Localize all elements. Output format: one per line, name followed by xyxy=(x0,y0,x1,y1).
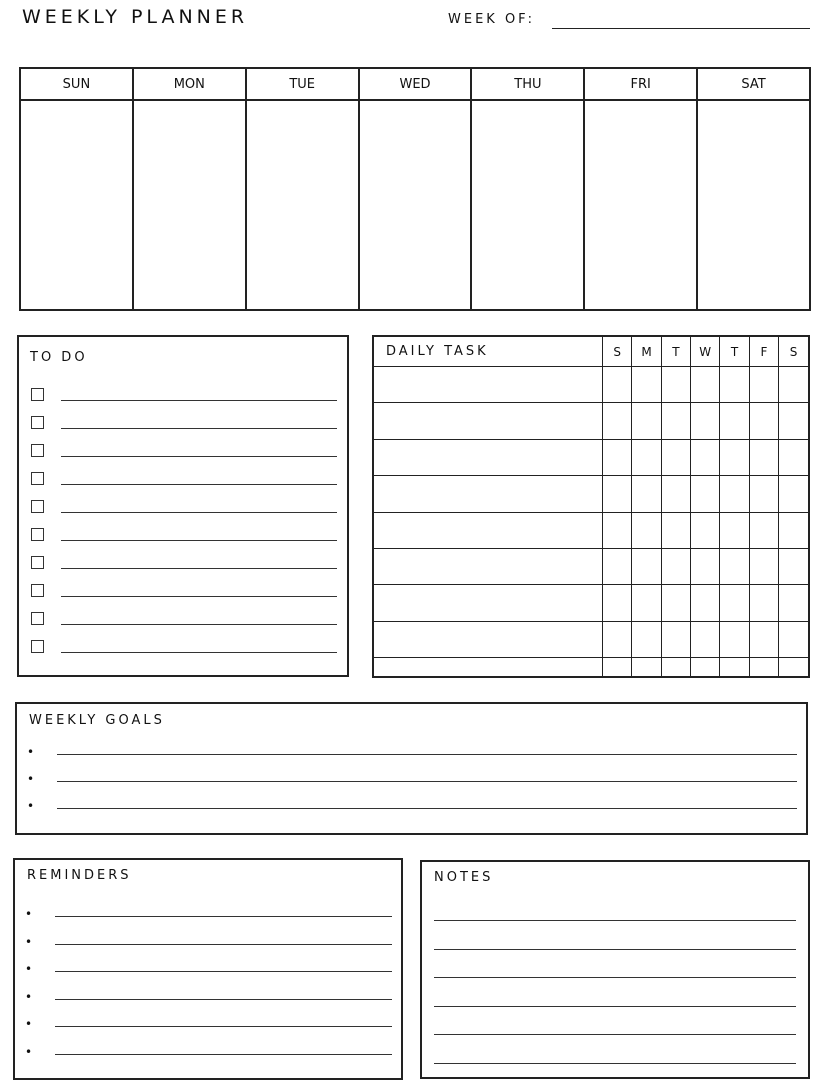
daily-check-cell[interactable] xyxy=(779,585,808,621)
daily-task-row xyxy=(374,658,808,676)
todo-checkbox[interactable] xyxy=(31,556,44,569)
daily-check-cell[interactable] xyxy=(691,439,720,475)
todo-checkbox[interactable] xyxy=(31,500,44,513)
daily-check-cell[interactable] xyxy=(749,621,778,657)
todo-item xyxy=(31,444,337,460)
daily-check-cell[interactable] xyxy=(779,658,808,676)
daily-task-cell[interactable] xyxy=(374,403,603,439)
day-cell[interactable] xyxy=(360,101,471,309)
bullet-icon: • xyxy=(25,989,33,1004)
daily-check-cell[interactable] xyxy=(691,367,720,403)
day-column-wed xyxy=(360,69,473,309)
todo-line[interactable] xyxy=(61,540,337,541)
day-cell[interactable] xyxy=(21,101,132,309)
reminders-item xyxy=(25,990,392,1004)
todo-checkbox[interactable] xyxy=(31,416,44,429)
daily-check-cell[interactable] xyxy=(661,585,690,621)
day-cell[interactable] xyxy=(247,101,358,309)
bullet-icon: • xyxy=(25,907,33,921)
daily-day-header: T xyxy=(661,337,690,367)
daily-check-cell[interactable] xyxy=(779,512,808,548)
daily-check-cell[interactable] xyxy=(779,621,808,657)
todo-line[interactable] xyxy=(61,568,337,569)
weekly-goals-line[interactable] xyxy=(57,808,797,809)
daily-check-cell[interactable] xyxy=(661,367,690,403)
weekly-goals-section xyxy=(15,702,808,835)
todo-line[interactable] xyxy=(61,652,337,653)
day-cell[interactable] xyxy=(585,101,696,309)
daily-day-header: M xyxy=(632,337,661,367)
daily-check-cell[interactable] xyxy=(749,439,778,475)
day-header: THU xyxy=(472,69,583,101)
daily-check-cell[interactable] xyxy=(720,367,749,403)
daily-check-cell[interactable] xyxy=(691,549,720,585)
reminders-item xyxy=(25,1045,392,1059)
weekly-goals-line[interactable] xyxy=(57,781,797,782)
daily-check-cell[interactable] xyxy=(691,512,720,548)
todo-item xyxy=(31,612,337,628)
daily-day-header: F xyxy=(749,337,778,367)
reminders-label: REMINDERS xyxy=(27,868,132,883)
weekly-goals-item xyxy=(27,799,797,813)
weekly-goals-item xyxy=(27,745,797,759)
daily-check-cell[interactable] xyxy=(720,512,749,548)
day-column-thu xyxy=(472,69,585,309)
bullet-icon: • xyxy=(25,1017,33,1031)
daily-check-cell[interactable] xyxy=(632,658,661,676)
reminders-line[interactable] xyxy=(55,971,392,972)
weekly-goals-item xyxy=(27,772,797,786)
daily-check-cell[interactable] xyxy=(603,439,632,475)
page-title: WEEKLY PLANNER xyxy=(22,6,249,28)
daily-task-label: DAILY TASK xyxy=(374,337,603,367)
daily-task-cell[interactable] xyxy=(374,367,603,403)
notes-line[interactable] xyxy=(434,1063,796,1064)
daily-check-cell[interactable] xyxy=(632,403,661,439)
daily-check-cell[interactable] xyxy=(603,476,632,512)
daily-task-section xyxy=(372,335,810,678)
daily-check-cell[interactable] xyxy=(749,658,778,676)
todo-line[interactable] xyxy=(61,512,337,513)
reminders-line[interactable] xyxy=(55,1026,392,1027)
daily-task-row xyxy=(374,585,808,621)
todo-checkbox[interactable] xyxy=(31,388,44,401)
day-column-sun xyxy=(21,69,134,309)
daily-check-cell[interactable] xyxy=(720,403,749,439)
daily-check-cell[interactable] xyxy=(691,585,720,621)
day-column-fri xyxy=(585,69,698,309)
daily-check-cell[interactable] xyxy=(720,621,749,657)
todo-item xyxy=(31,528,337,544)
daily-check-cell[interactable] xyxy=(603,585,632,621)
reminders-line[interactable] xyxy=(55,944,392,945)
day-header: MON xyxy=(134,69,245,101)
daily-check-cell[interactable] xyxy=(720,439,749,475)
reminders-line[interactable] xyxy=(55,999,392,1000)
daily-day-header: T xyxy=(720,337,749,367)
todo-item xyxy=(31,472,337,488)
daily-check-cell[interactable] xyxy=(603,403,632,439)
notes-line[interactable] xyxy=(434,977,796,978)
daily-day-header: S xyxy=(603,337,632,367)
daily-day-header: W xyxy=(691,337,720,367)
weekly-goals-line[interactable] xyxy=(57,754,797,755)
daily-task-table xyxy=(374,337,808,676)
notes-line[interactable] xyxy=(434,920,796,921)
todo-checkbox[interactable] xyxy=(31,472,44,485)
daily-task-cell[interactable] xyxy=(374,439,603,475)
todo-section xyxy=(17,335,349,677)
todo-label: TO DO xyxy=(30,350,88,365)
bullet-icon: • xyxy=(25,962,33,976)
reminders-line[interactable] xyxy=(55,1054,392,1055)
daily-check-cell[interactable] xyxy=(720,476,749,512)
day-header: SAT xyxy=(698,69,809,101)
daily-check-cell[interactable] xyxy=(749,585,778,621)
daily-check-cell[interactable] xyxy=(779,439,808,475)
day-header: WED xyxy=(360,69,471,101)
todo-line[interactable] xyxy=(61,484,337,485)
todo-item xyxy=(31,416,337,432)
notes-label: NOTES xyxy=(434,870,494,885)
daily-check-cell[interactable] xyxy=(661,658,690,676)
week-grid xyxy=(19,67,811,311)
daily-check-cell[interactable] xyxy=(720,585,749,621)
daily-task-row xyxy=(374,621,808,657)
daily-check-cell[interactable] xyxy=(632,549,661,585)
todo-line[interactable] xyxy=(61,596,337,597)
reminders-item xyxy=(25,907,392,921)
todo-item xyxy=(31,388,337,404)
todo-line[interactable] xyxy=(61,624,337,625)
daily-check-cell[interactable] xyxy=(691,403,720,439)
day-cell[interactable] xyxy=(698,101,809,309)
reminders-item xyxy=(25,1017,392,1031)
daily-check-cell[interactable] xyxy=(749,549,778,585)
daily-check-cell[interactable] xyxy=(779,367,808,403)
day-column-tue xyxy=(247,69,360,309)
daily-check-cell[interactable] xyxy=(661,621,690,657)
daily-task-cell[interactable] xyxy=(374,658,603,676)
todo-checkbox[interactable] xyxy=(31,444,44,457)
daily-check-cell[interactable] xyxy=(632,621,661,657)
daily-task-row xyxy=(374,549,808,585)
daily-check-cell[interactable] xyxy=(720,658,749,676)
daily-check-cell[interactable] xyxy=(720,549,749,585)
todo-line[interactable] xyxy=(61,400,337,401)
daily-check-cell[interactable] xyxy=(779,549,808,585)
daily-task-row xyxy=(374,439,808,475)
daily-check-cell[interactable] xyxy=(691,621,720,657)
daily-check-cell[interactable] xyxy=(632,476,661,512)
notes-line[interactable] xyxy=(434,949,796,950)
daily-task-cell[interactable] xyxy=(374,476,603,512)
todo-checkbox[interactable] xyxy=(31,612,44,625)
bullet-icon: • xyxy=(27,745,35,759)
day-header: SUN xyxy=(21,69,132,101)
daily-check-cell[interactable] xyxy=(632,439,661,475)
todo-checkbox[interactable] xyxy=(31,528,44,541)
bullet-icon: • xyxy=(25,1044,33,1059)
notes-line[interactable] xyxy=(434,1006,796,1007)
todo-line[interactable] xyxy=(61,456,337,457)
daily-check-cell[interactable] xyxy=(632,512,661,548)
daily-task-cell[interactable] xyxy=(374,621,603,657)
todo-checkbox[interactable] xyxy=(31,584,44,597)
todo-checkbox[interactable] xyxy=(31,640,44,653)
bullet-icon: • xyxy=(27,772,35,786)
daily-check-cell[interactable] xyxy=(603,367,632,403)
daily-task-cell[interactable] xyxy=(374,549,603,585)
daily-check-cell[interactable] xyxy=(603,549,632,585)
day-cell[interactable] xyxy=(472,101,583,309)
notes-section xyxy=(420,860,810,1079)
reminders-item xyxy=(25,962,392,976)
day-header: TUE xyxy=(247,69,358,101)
daily-check-cell[interactable] xyxy=(632,367,661,403)
notes-line[interactable] xyxy=(434,1034,796,1035)
daily-check-cell[interactable] xyxy=(632,585,661,621)
daily-check-cell[interactable] xyxy=(603,512,632,548)
bullet-icon: • xyxy=(25,934,33,949)
daily-check-cell[interactable] xyxy=(749,403,778,439)
week-of-field[interactable] xyxy=(552,28,810,29)
day-column-sat xyxy=(698,69,809,309)
day-column-mon xyxy=(134,69,247,309)
daily-check-cell[interactable] xyxy=(749,367,778,403)
daily-check-cell[interactable] xyxy=(661,549,690,585)
daily-check-cell[interactable] xyxy=(749,512,778,548)
reminders-section xyxy=(13,858,403,1080)
daily-check-cell[interactable] xyxy=(661,439,690,475)
bullet-icon: • xyxy=(27,799,35,813)
daily-check-cell[interactable] xyxy=(603,658,632,676)
daily-task-row xyxy=(374,403,808,439)
reminders-item xyxy=(25,935,392,949)
daily-check-cell[interactable] xyxy=(661,403,690,439)
todo-item xyxy=(31,640,337,656)
daily-task-cell[interactable] xyxy=(374,512,603,548)
todo-item xyxy=(31,500,337,516)
week-of-label: WEEK OF: xyxy=(448,12,536,27)
daily-check-cell[interactable] xyxy=(749,476,778,512)
todo-item xyxy=(31,556,337,572)
daily-check-cell[interactable] xyxy=(691,476,720,512)
daily-check-cell[interactable] xyxy=(691,658,720,676)
daily-task-row xyxy=(374,367,808,403)
daily-task-cell[interactable] xyxy=(374,585,603,621)
daily-check-cell[interactable] xyxy=(779,403,808,439)
daily-day-header: S xyxy=(779,337,808,367)
day-header: FRI xyxy=(585,69,696,101)
daily-check-cell[interactable] xyxy=(661,512,690,548)
day-cell[interactable] xyxy=(134,101,245,309)
daily-task-row xyxy=(374,512,808,548)
daily-check-cell[interactable] xyxy=(661,476,690,512)
todo-item xyxy=(31,584,337,600)
reminders-line[interactable] xyxy=(55,916,392,917)
daily-task-row xyxy=(374,476,808,512)
daily-check-cell[interactable] xyxy=(603,621,632,657)
todo-line[interactable] xyxy=(61,428,337,429)
weekly-goals-label: WEEKLY GOALS xyxy=(29,713,165,728)
daily-check-cell[interactable] xyxy=(779,476,808,512)
